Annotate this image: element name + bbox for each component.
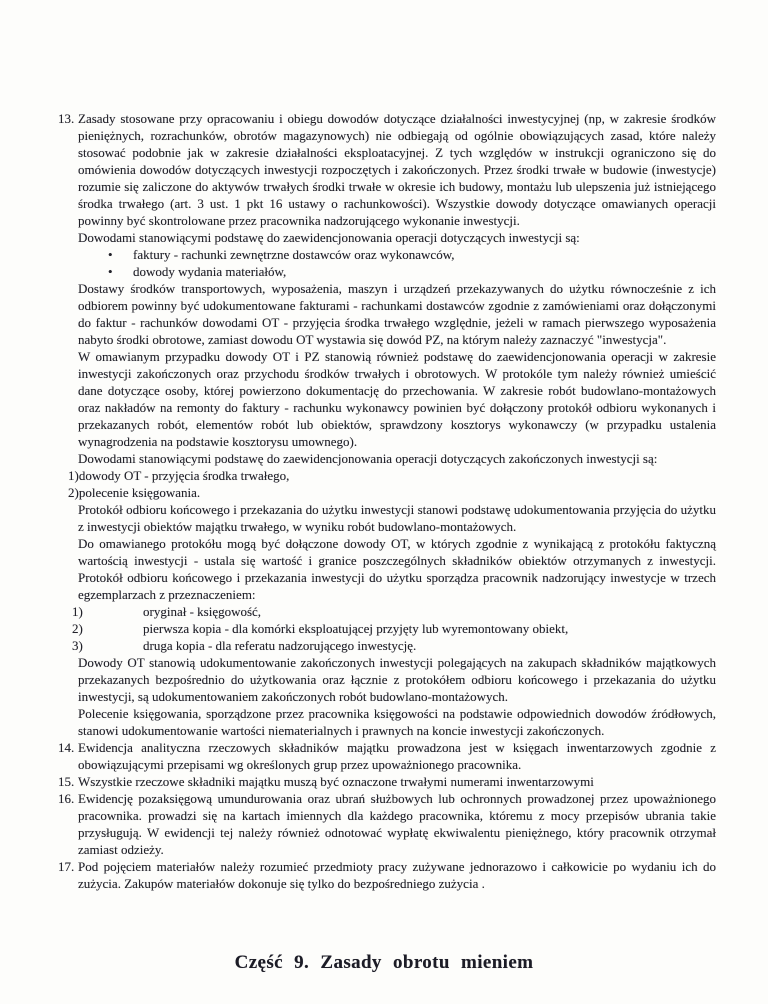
bullet-icon: • bbox=[108, 247, 113, 262]
numbered-list-item bbox=[72, 620, 716, 637]
numbered-list-text: oryginał - księgowość, bbox=[143, 604, 262, 619]
paragraph: Dowodami stanowiącymi podstawę do zaewidencjonowania operacji dotyczących zakończonych inwestycji są: bbox=[78, 451, 658, 466]
bullet-list-item bbox=[78, 263, 716, 280]
paragraph: Polecenie księgowania, sporządzone przez pracownika księgowości na podstawie odpowiednich dowodów źródłowych, stanowi udokumentowanie wartości niematerialnych i prawnych na koncie inwestycji zakończonych. bbox=[78, 706, 716, 738]
paragraph: Pod pojęciem materiałów należy rozumieć przedmioty pracy zużywane jednorazowo i całkowicie po wydaniu ich do zużycia. Zakupów materiałów dokonuje się tylko do bezpośredniego zużycia . bbox=[78, 859, 716, 891]
item-body bbox=[78, 790, 716, 858]
plain-list-item: 2)polecenie księgowania. bbox=[68, 485, 201, 500]
paragraph: Dostawy środków transportowych, wyposażenia, maszyn i urządzeń przekazywanych do użytku równocześnie z ich odbiorem powinny być udokumentowane fakturami - rachunkami dostawców zgodnie z zamówieniami oraz dołączonymi do faktur - rachunków dowodami OT - przyjęcia środka trwałego względnie, jeżeli w ramach pierwszego wyposażenia nabyto środki obrotowe, zamiast dowodu OT wystawia się dowód PZ, na którym należy zaznaczyć "inwestycja". bbox=[78, 281, 716, 347]
item-number: 14. bbox=[58, 740, 75, 755]
list-item bbox=[58, 110, 716, 739]
numbered-list-text: druga kopia - dla referatu nadzorującego inwestycję. bbox=[143, 638, 417, 653]
paragraph: Do omawianego protokółu mogą być dołączone dowody OT, w których zgodnie z wynikającą z protokółu faktyczną wartością inwestycji - ustala się wartość i granice poszczególnych składników obiektów otrzymanych z inwestycji. Protokół odbioru końcowego i przekazania inwestycji do użytku sporządza pracownik nadzorujący inwestycje w trzech egzemplarzach z przeznaczeniem: bbox=[78, 536, 716, 602]
paragraph: Dowody OT stanowią udokumentowanie zakończonych inwestycji polegających na zakupach składników majątkowych przekazanych bezpośrednio do użytkowania oraz łącznie z protokółem odbioru końcowego i przekazania do użytku inwestycji, są udokumentowaniem zakończonych robót budowlano-montażowych. bbox=[78, 655, 716, 704]
item-number: 15. bbox=[58, 774, 75, 789]
paragraph: Ewidencję pozaksięgową umundurowania oraz ubrań służbowych lub ochronnych prowadzonej przez upoważnionego pracownika. prowadzi się na kartach imiennych dla każdego pracownika, któremu z mocy przepisów ubrania takie przysługują. W ewidencji tej należy również odnotować wypłatę ekwiwalentu pieniężnego, który pracownik otrzymał zamiast odzieży. bbox=[78, 791, 716, 857]
item-number: 17. bbox=[58, 859, 75, 874]
section-heading: Część 9. Zasady obrotu mieniem bbox=[234, 952, 534, 973]
numbered-list-label: 2) bbox=[72, 621, 83, 636]
item-number: 13. bbox=[58, 111, 75, 126]
paragraph: Zasady stosowane przy opracowaniu i obiegu dowodów dotyczące działalności inwestycyjnej (np, w zakresie środków pieniężnych, rozrachunków, obrotów magazynowych) nie odbiegają od ogólnie obowiązujących zasad, które należy stosować podobnie jak w zakresie działalności eksploatacyjnej. Z tych względów w instrukcji ograniczono się do omówienia dowodów dotyczących inwestycji rozpoczętych i zakończonych. Przez środki trwałe w budowie (inwestycje) rozumie się zaliczone do aktywów trwałych środki trwałe w okresie ich budowy, montażu lub ulepszenia już istniejącego środka trwałego (art. 3 ust. 1 pkt 16 ustawy o rachunkowości). Wszystkie dowody dotyczące omawianych operacji powinny być skontrolowane przez pracownika nadzorującego wykonanie inwestycji. bbox=[78, 111, 716, 228]
item-body bbox=[68, 110, 716, 739]
list-item bbox=[58, 790, 716, 858]
bullet-list-item bbox=[78, 246, 716, 263]
paragraph: W omawianym przypadku dowody OT i PZ stanowią również podstawę do zaewidencjonowania operacji w zakresie inwestycji zakończonych oraz przychodu środków trwałych i obrotowych. W protokóle tym należy również umieścić dane dotyczące osoby, której powierzono dokumentację do przechowania. W zakresie robót budowlano-montażowych oraz nakładów na remonty do faktury - rachunku wykonawcy powinien być dołączony protokół odbioru wykonanych i przekazanych robót, elementów robót lub obiektów, sprawdzony kosztorys wykonawczy (w przypadku ustalenia wynagrodzenia na podstawie kosztorysu umownego). bbox=[78, 349, 716, 449]
paragraph: Protokół odbioru końcowego i przekazania do użytku inwestycji stanowi podstawę udokumentowania przyjęcia do użytku z inwestycji obiektów majątku trwałego, w wyniku robót budowlano-montażowych. bbox=[78, 502, 716, 534]
numbered-list-text: pierwsza kopia - dla komórki eksploatującej przyjęty lub wyremontowany obiekt, bbox=[143, 621, 569, 636]
numbered-list-label: 3) bbox=[72, 638, 83, 653]
item-body bbox=[78, 773, 716, 790]
document-body bbox=[58, 110, 716, 892]
item-number: 16. bbox=[58, 791, 75, 806]
item-body bbox=[78, 739, 716, 773]
plain-list-item: 1)dowody OT - przyjęcia środka trwałego, bbox=[68, 468, 290, 483]
paragraph: Dowodami stanowiącymi podstawę do zaewidencjonowania operacji dotyczących inwestycji są: bbox=[78, 230, 580, 245]
numbered-list-label: 1) bbox=[72, 604, 83, 619]
list-item bbox=[58, 773, 716, 790]
bullet-text: dowody wydania materiałów, bbox=[133, 264, 287, 279]
numbered-list-item bbox=[72, 637, 716, 654]
list-item bbox=[58, 858, 716, 892]
paragraph: Ewidencja analityczna rzeczowych składników majątku prowadzona jest w księgach inwentarzowych zgodnie z obowiązującymi przepisami wg określonych grup przez upoważnionego pracownika. bbox=[78, 740, 716, 772]
item-body bbox=[78, 858, 716, 892]
bullet-icon: • bbox=[108, 264, 113, 279]
paragraph: Wszystkie rzeczowe składniki majątku muszą być oznaczone trwałymi numerami inwentarzowymi bbox=[78, 774, 594, 789]
bullet-text: faktury - rachunki zewnętrzne dostawców oraz wykonawców, bbox=[133, 247, 455, 262]
list-item bbox=[58, 739, 716, 773]
numbered-list-item bbox=[72, 603, 716, 620]
